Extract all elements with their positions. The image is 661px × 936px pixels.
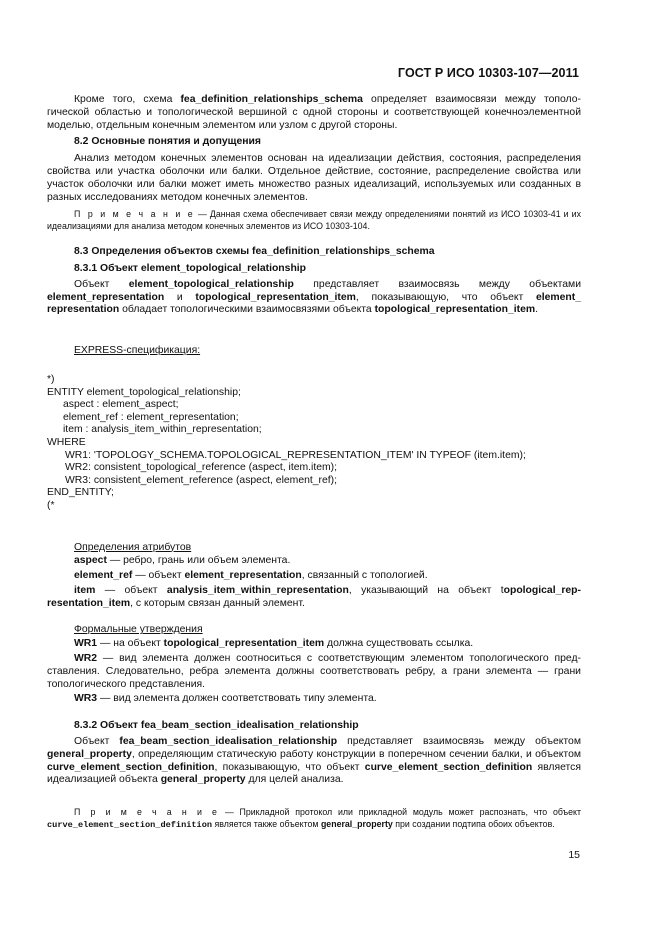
code-line: item : analysis_item_within_representation; (63, 424, 262, 436)
entity-name: element_topological_relationship (128, 278, 294, 290)
text-run: — вид элемента должен соответствовать типу элемента. (97, 693, 377, 705)
text-run: Объект (74, 278, 129, 290)
rules-label-line (47, 624, 581, 637)
entity-name: element_ representation (47, 291, 581, 316)
code-line: ENTITY element_topological_relationship; (47, 386, 241, 398)
text-run: — объект (95, 584, 167, 596)
section-8-3-2-paragraph (47, 736, 581, 787)
code-line: *) (47, 373, 55, 385)
text-run: обладает топологическими взаимосвязями объекта (119, 304, 375, 316)
entity-name: opological_representation_item (47, 584, 581, 609)
code-line: END_ENTITY; (47, 487, 114, 499)
note-8-2 (47, 209, 581, 232)
code-line: WR3: consistent_element_reference (aspect, element_ref); (65, 474, 338, 486)
attribute-element-ref (47, 570, 581, 583)
entity-name: fea_beam_section_idealisation_relationship (119, 736, 338, 748)
entity-name: general_property (320, 818, 393, 829)
section-heading-8-3: 8.3 Определения объектов схемы fea_definition_relationships_schema (74, 246, 435, 258)
entity-name: element_representation (47, 291, 165, 303)
document-header: ГОСТ Р ИСО 10303-107—2011 (397, 66, 579, 80)
text-run: — на объект (97, 638, 164, 650)
express-label-line (47, 345, 581, 358)
code-line: WR2: consistent_topological_reference (aspect, item.item); (65, 462, 338, 474)
entity-name: general_property (47, 748, 132, 760)
text-run: , с которым связан данный элемент. (130, 597, 305, 609)
entity-name: curve_element_section_definition (47, 761, 215, 773)
text-run: — вид элемента должен соотноситься с соответствующим элементом топологического представления. Следовательно, ребра элемента должны соответствовать ребру, а грани элемента — грани топологического представления. (47, 653, 581, 690)
entity-name: topological_representation_item (163, 638, 325, 650)
page-number: 15 (568, 849, 580, 861)
entity-name: curve_element_section_definition (47, 819, 213, 830)
attributes-label: Определения атрибутов (74, 541, 192, 553)
subsection-heading-8-3-1: 8.3.1 Объект element_topological_relationship (74, 262, 307, 274)
text-run: — ребро, грань или объем элемента. (106, 555, 291, 567)
section-8-3-1-paragraph (47, 279, 581, 317)
entity-name: topological_representation_item (374, 304, 536, 316)
text-run: , показывающую, что объект (214, 761, 365, 773)
rule-name: WR1 (74, 638, 98, 650)
page-content (47, 94, 581, 831)
express-code-block (47, 374, 581, 513)
code-line: element_ref : element_representation; (63, 411, 239, 423)
text-run: — объект (132, 570, 185, 582)
text-run: , определяющим статическую работу конструкции в поперечном сечении балки, и объектом (131, 748, 581, 760)
note-8-3-2 (47, 807, 581, 831)
express-label: EXPRESS-спецификация: (74, 345, 201, 357)
rules-label: Формальные утверждения (74, 624, 203, 636)
note-text: при создании подтипа обоих объектов. (392, 818, 555, 829)
text-run: , указывающий на объект t (348, 584, 504, 596)
rule-name: WR3 (74, 693, 98, 705)
entity-name: topological_representation_item (195, 291, 356, 303)
note-text: — Прикладной протокол или прикладной модуль может распознать, что объект (219, 807, 581, 818)
attribute-name: item (74, 584, 96, 596)
attribute-item (47, 585, 581, 611)
text-run: и (164, 291, 196, 303)
attributes-label-line (47, 542, 581, 555)
section-heading-8-2: 8.2 Основные понятия и допущения (74, 136, 261, 148)
entity-name: analysis_item_within_representation (166, 584, 349, 596)
subsection-heading-8-3-2: 8.3.2 Объект fea_beam_section_idealisation_relationship (74, 720, 359, 732)
note-label: П р и м е ч а н и е (74, 209, 195, 220)
text-run: Объект (74, 736, 120, 748)
attribute-aspect (47, 555, 581, 568)
code-line: (* (47, 499, 55, 511)
attribute-name: aspect (74, 555, 107, 567)
section-8-2-paragraph: Анализ методом конечных элементов основан на идеализации действия, состояния, распределения свойства или участка оболочки или балки. Отдельное действие, состояние, распределение свойства или участок оболочки или балки может иметь множество разных идеализаций, используемых или созданных в разных исследованиях методом конечных элементов. (47, 153, 581, 203)
code-line: WHERE (47, 436, 86, 448)
rule-wr2 (47, 653, 581, 691)
schema-name: fea_definition_relationships_schema (180, 94, 363, 105)
text-run: определяет взаимосвязи между топологической областью и топологической вершиной с одной стороны и соответствующей конечноэлементной моделью, отдельным конечным элементом или узлом с другой стороны. (47, 94, 581, 131)
entity-name: general_property (160, 774, 246, 786)
rule-wr3 (47, 693, 581, 706)
text-run: Кроме того, схема (74, 94, 181, 105)
text-run: , связанный с топологией. (301, 570, 428, 582)
rule-wr1 (47, 638, 581, 651)
text-run: , показывающую, что объект (355, 291, 536, 303)
entity-name: curve_element_section_definition (364, 761, 533, 773)
entity-name: element_representation (184, 570, 302, 582)
rule-name: WR2 (74, 653, 98, 665)
note-text: — Данная схема обеспечивает связи между определениями понятий из ИСО 10303-41 и их идеализациями для анализа методом конечных элементов из ИСО 10303-104. (47, 209, 581, 231)
text-run: является идеализацией объекта (47, 761, 581, 786)
note-label: П р и м е ч а н и е (74, 807, 220, 818)
code-line: aspect : element_aspect; (63, 399, 179, 411)
text-run: должна существовать ссылка. (324, 638, 474, 650)
text-run: представляет взаимосвязь между объектами (293, 278, 581, 290)
note-text: является также объектом (212, 818, 321, 829)
intro-paragraph (47, 94, 581, 132)
text-run: представляет взаимосвязь между объектом (337, 736, 581, 748)
code-line: WR1: 'TOPOLOGY_SCHEMA.TOPOLOGICAL_REPRESENTATION_ITEM' IN TYPEOF (item.item); (65, 449, 526, 461)
text-run: для целей анализа. (245, 774, 344, 786)
text-run: . (535, 304, 538, 316)
attribute-name: element_ref (74, 570, 133, 582)
